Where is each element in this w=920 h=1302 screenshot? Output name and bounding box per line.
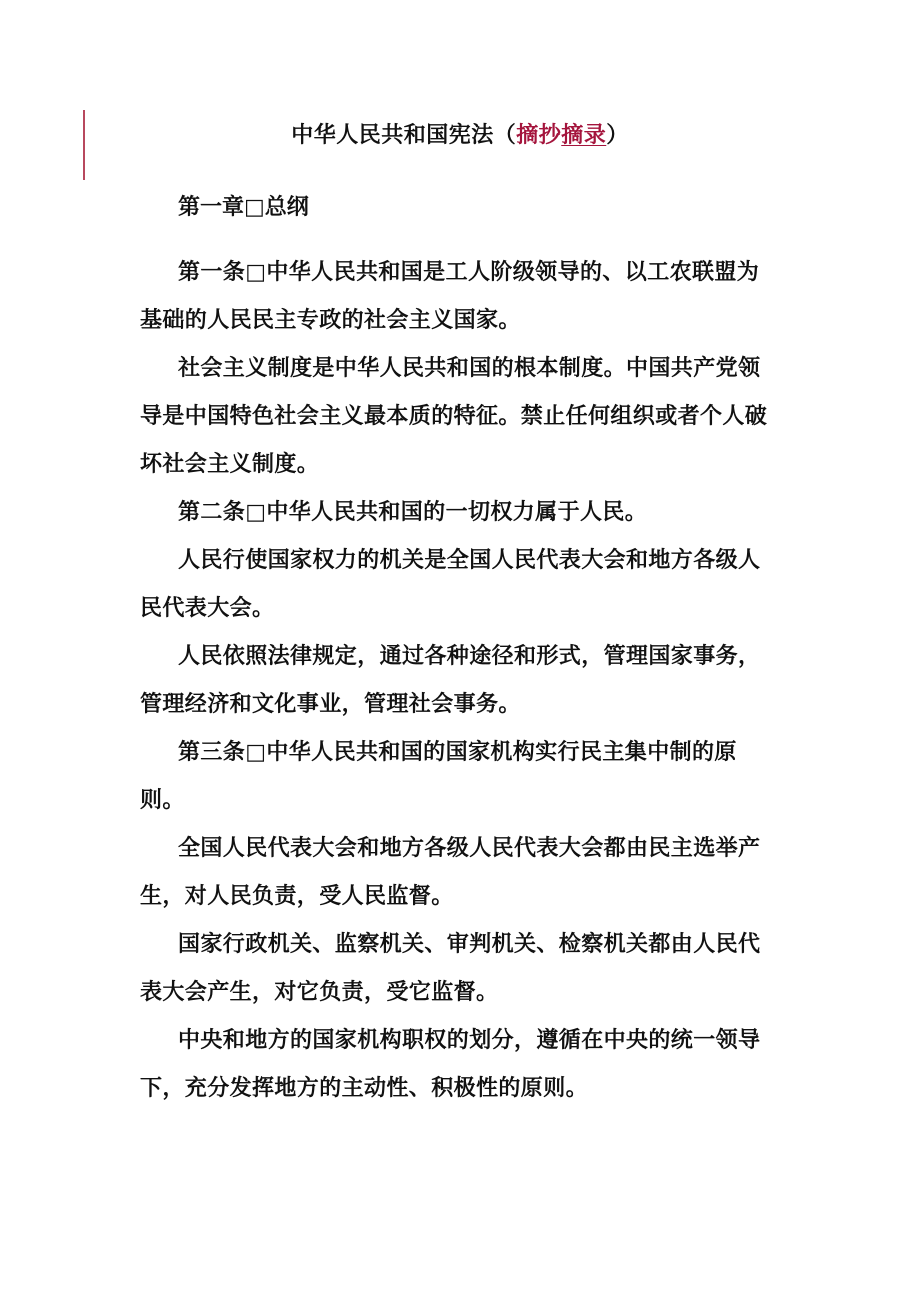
title-accent-excerpt: 摘抄 xyxy=(516,123,562,148)
paragraph-article-3: 第三条□中华人民共和国的国家机构实行民主集中制的原则。 xyxy=(140,740,737,813)
paragraph-people-manage-affairs: 人民依照法律规定，通过各种途径和形式，管理国家事务，管理经济和文化事业，管理社会事务。 xyxy=(140,644,761,717)
paragraph-socialist-system: 社会主义制度是中华人民共和国的根本制度。中国共产党领导是中国特色社会主义最本质的特征。禁止任何组织或者个人破坏社会主义制度。 xyxy=(140,356,768,477)
paragraph-article-1: 第一条□中华人民共和国是工人阶级领导的、以工农联盟为基础的人民民主专政的社会主义国家。 xyxy=(140,260,760,333)
title-main: 中华人民共和国宪法（ xyxy=(291,123,517,148)
title-end: ） xyxy=(606,123,629,148)
chapter-heading: 第一章□总纲 xyxy=(178,195,309,220)
paragraph-central-local: 中央和地方的国家机构职权的划分，遵循在中央的统一领导下，充分发挥地方的主动性、积极性的原则。 xyxy=(140,1028,761,1101)
paragraph-article-2: 第二条□中华人民共和国的一切权力属于人民。 xyxy=(178,500,648,525)
paragraph-state-organs: 国家行政机关、监察机关、审判机关、检察机关都由人民代表大会产生，对它负责，受它监督。 xyxy=(140,932,761,1005)
document-title xyxy=(0,118,920,149)
title-accent-extract: 摘录 xyxy=(561,123,607,148)
document-body xyxy=(140,249,780,1113)
paragraph-elections: 全国人民代表大会和地方各级人民代表大会都由民主选举产生，对人民负责，受人民监督。 xyxy=(140,836,761,909)
paragraph-state-power-organs: 人民行使国家权力的机关是全国人民代表大会和地方各级人民代表大会。 xyxy=(140,548,761,621)
